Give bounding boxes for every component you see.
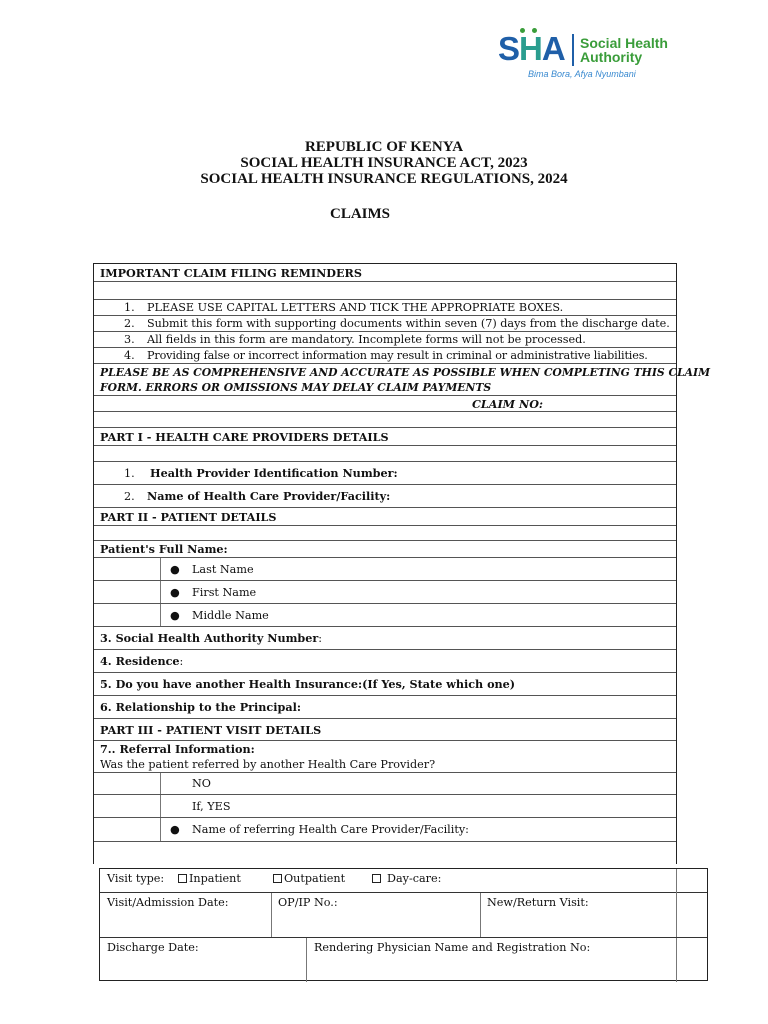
bullet-icon: ● <box>170 585 180 599</box>
first-name-label: First Name <box>192 585 257 599</box>
admission-date-field[interactable]: Visit/Admission Date: <box>107 896 229 909</box>
outpatient-label: Outpatient <box>284 872 346 885</box>
provider-id-label: Health Provider Identification Number: <box>150 466 398 480</box>
reminder-number: 1. <box>124 301 135 314</box>
reminder-text: Submit this form with supporting documents within seven (7) days from the discharge date. <box>147 317 670 330</box>
reminder-text: All fields in this form are mandatory. Incomplete forms will not be processed. <box>147 333 586 346</box>
claim-no-label: CLAIM NO: <box>472 396 544 411</box>
header-line1: REPUBLIC OF KENYA <box>304 139 464 155</box>
column-divider <box>306 938 307 982</box>
visit-dates-row <box>100 893 707 938</box>
daycare-label: Day-care: <box>387 872 442 885</box>
daycare-checkbox[interactable] <box>372 872 441 885</box>
reminder-text: Providing false or incorrect information may result in criminal or administrative liabilities. <box>147 349 648 362</box>
sha-number-label <box>100 627 322 649</box>
page-title: CLAIMS <box>330 206 391 222</box>
discharge-row <box>100 938 707 982</box>
colon: : <box>318 631 323 645</box>
column-divider <box>160 604 161 626</box>
colon: : <box>179 654 184 668</box>
notice-line2: FORM. ERRORS OR OMISSIONS MAY DELAY CLAIM PAYMENTS <box>100 380 492 394</box>
checkbox-icon <box>372 874 381 883</box>
checkbox-icon <box>273 874 282 883</box>
item-number: 1. <box>124 466 135 480</box>
reminder-number: 2. <box>124 317 135 330</box>
referral-heading: 7.. Referral Information: <box>100 742 255 756</box>
referral-no-option[interactable] <box>94 773 676 795</box>
item-number: 2. <box>124 489 135 503</box>
spacer-row <box>94 842 676 864</box>
other-insurance-field[interactable] <box>94 673 676 696</box>
claim-form <box>93 263 711 864</box>
notice-row <box>94 364 711 396</box>
checkbox-icon <box>178 874 187 883</box>
column-divider <box>271 893 272 937</box>
logo-mark: SHA <box>498 30 565 67</box>
document-header <box>0 139 768 187</box>
provider-name-label: Name of Health Care Provider/Facility: <box>147 489 391 503</box>
part1-heading-row <box>94 428 676 446</box>
referring-facility-field[interactable] <box>94 818 676 842</box>
relationship-field[interactable] <box>94 696 676 719</box>
inpatient-checkbox[interactable] <box>178 872 241 885</box>
sha-number-text: 3. Social Health Authority Number <box>100 631 319 645</box>
sha-number-field[interactable] <box>94 627 676 650</box>
reminder-row <box>94 332 676 348</box>
provider-id-field[interactable] <box>94 462 676 485</box>
reminder-text: PLEASE USE CAPITAL LETTERS AND TICK THE APPROPRIATE BOXES. <box>147 301 564 314</box>
visit-type-label: Visit type: <box>107 872 165 885</box>
reminder-number: 3. <box>124 333 135 346</box>
residence-text: 4. Residence <box>100 654 180 668</box>
part3-heading: PART III - PATIENT VISIT DETAILS <box>100 722 322 737</box>
spacer-row <box>94 282 676 300</box>
visit-details-table <box>99 868 708 981</box>
visit-type-row <box>100 869 707 893</box>
last-name-label: Last Name <box>192 562 254 576</box>
referral-text <box>100 741 435 772</box>
residence-field[interactable] <box>94 650 676 673</box>
spacer-row <box>94 412 676 428</box>
part3-heading-row <box>94 719 676 741</box>
part2-heading: PART II - PATIENT DETAILS <box>100 509 277 524</box>
logo-divider <box>572 34 574 66</box>
spacer-row <box>94 446 676 462</box>
column-divider <box>480 893 481 937</box>
part1-heading: PART I - HEALTH CARE PROVIDERS DETAILS <box>100 429 389 444</box>
discharge-date-field[interactable]: Discharge Date: <box>107 941 199 954</box>
residence-label <box>100 650 183 672</box>
referral-yes-option[interactable] <box>94 795 676 818</box>
first-name-field[interactable] <box>94 581 676 604</box>
reminders-heading-row <box>94 264 676 282</box>
spacer-row <box>94 526 676 541</box>
full-name-label: Patient's Full Name: <box>100 542 228 556</box>
other-insurance-label: 5. Do you have another Health Insurance:(If Yes, State which one) <box>100 677 516 691</box>
middle-name-field[interactable] <box>94 604 676 627</box>
part2-heading-row <box>94 508 676 526</box>
inpatient-label: Inpatient <box>189 872 241 885</box>
op-ip-no-field[interactable]: OP/IP No.: <box>278 896 338 909</box>
reminder-row <box>94 316 676 332</box>
header-line3: SOCIAL HEALTH INSURANCE REGULATIONS, 2024 <box>200 171 568 187</box>
option-no-label: NO <box>192 777 211 790</box>
last-name-field[interactable] <box>94 558 676 581</box>
new-return-visit-field[interactable]: New/Return Visit: <box>487 896 589 909</box>
bullet-icon: ● <box>170 823 180 836</box>
logo-name-line1: Social Health <box>580 35 668 51</box>
reminder-row <box>94 300 676 316</box>
full-name-row <box>94 541 676 558</box>
logo-name <box>580 36 668 64</box>
referral-row <box>94 741 676 773</box>
option-yes-label: If, YES <box>192 799 231 813</box>
column-divider <box>160 773 161 794</box>
bullet-icon: ● <box>170 562 180 576</box>
logo-name-line2: Authority <box>580 49 643 65</box>
provider-name-field[interactable] <box>94 485 676 508</box>
column-divider <box>160 818 161 841</box>
bullet-icon: ● <box>170 608 180 622</box>
header-line2: SOCIAL HEALTH INSURANCE ACT, 2023 <box>240 155 528 171</box>
claim-no-row <box>94 396 676 412</box>
column-divider <box>160 558 161 580</box>
logo-tagline: Bima Bora, Afya Nyumbani <box>528 69 636 79</box>
reminder-number: 4. <box>124 349 135 362</box>
referring-facility-label: Name of referring Health Care Provider/Facility: <box>192 823 469 836</box>
notice-text <box>100 364 710 395</box>
column-divider <box>160 581 161 603</box>
notice-line1: PLEASE BE AS COMPREHENSIVE AND ACCURATE AS POSSIBLE WHEN COMPLETING THIS CLAIM <box>100 365 711 379</box>
outpatient-checkbox[interactable] <box>273 872 345 885</box>
referral-question: Was the patient referred by another Health Care Provider? <box>100 758 436 771</box>
relationship-label: 6. Relationship to the Principal: <box>100 700 301 714</box>
physician-field[interactable]: Rendering Physician Name and Registration No: <box>314 941 591 954</box>
middle-name-label: Middle Name <box>192 608 269 622</box>
sha-logo <box>498 28 688 84</box>
column-divider <box>160 795 161 817</box>
reminders-heading: IMPORTANT CLAIM FILING REMINDERS <box>100 265 362 280</box>
reminder-row <box>94 348 676 364</box>
